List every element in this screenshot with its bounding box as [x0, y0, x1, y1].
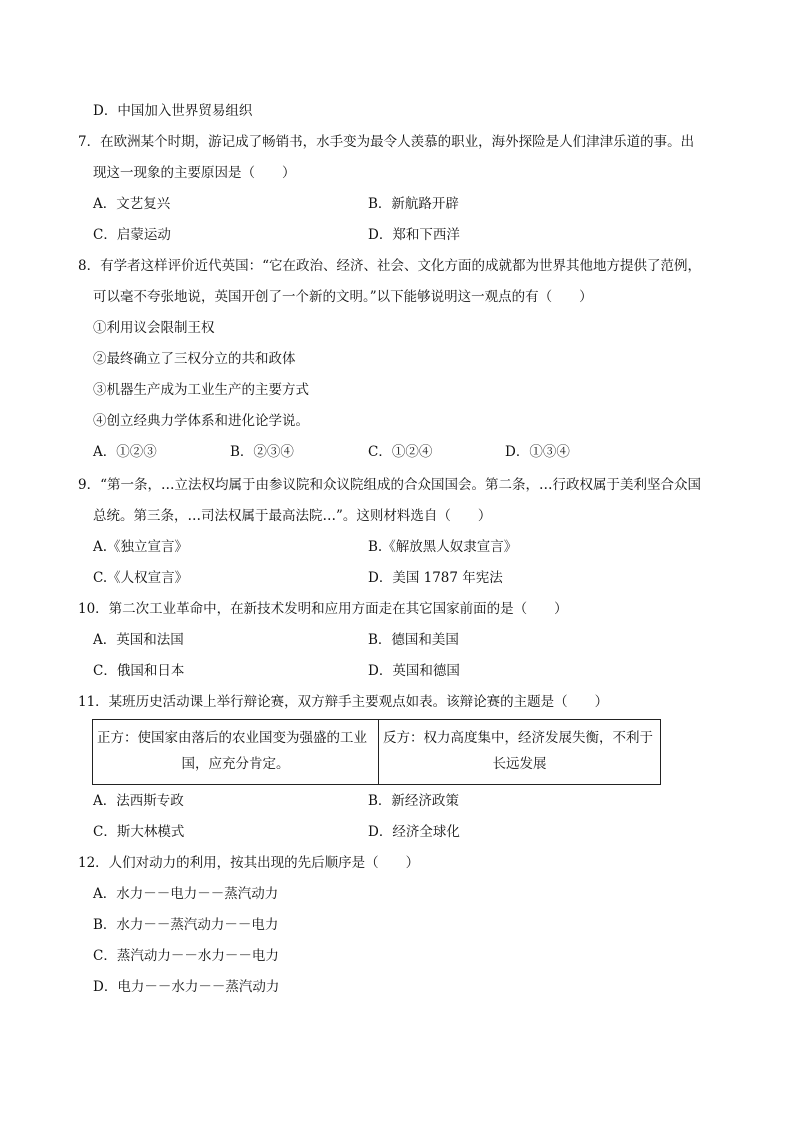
q11-option-c: C．斯大林模式 — [93, 824, 185, 840]
q9-stem-line1: 9．“第一条，…立法权均属于由参议院和众议院组成的合众国国会。第二条，…行政权属于美利坚合众国 — [78, 477, 701, 493]
q12-stem-line1: 12．人们对动力的利用，按其出现的先后顺序是（ ） — [78, 855, 420, 871]
debate-affirmative-cell — [93, 720, 379, 784]
q11-stem-line1: 11．某班历史活动课上举行辩论赛，双方辩手主要观点如表。该辩论赛的主题是（ ） — [78, 694, 609, 710]
q12-option-c: C．蒸汽动力－－水力－－电力 — [93, 948, 279, 964]
q8-stem-line1: 8．有学者这样评价近代英国：“它在政治、经济、社会、文化方面的成就都为世界其他地方提供了范例， — [78, 258, 701, 274]
q10-option-c: C．俄国和日本 — [93, 663, 185, 679]
q8-item-1: ①利用议会限制王权 — [93, 320, 215, 336]
q6-option-d: D．中国加入世界贸易组织 — [93, 103, 253, 119]
q8-item-4: ④创立经典力学体系和进化论学说。 — [93, 413, 309, 429]
q12-option-d: D．电力－－水力－－蒸汽动力 — [93, 979, 280, 995]
q11-option-d: D．经济全球化 — [368, 824, 460, 840]
q10-option-b: B．德国和美国 — [368, 632, 459, 648]
q8-stem-line2: 可以毫不夸张地说，英国开创了一个新的文明。”以下能够说明这一观点的有（ ） — [93, 289, 593, 305]
debate-negative-line1: 反方：权力高度集中，经济发展失衡，不利于 — [383, 730, 653, 746]
q7-option-c: C．启蒙运动 — [93, 227, 171, 243]
q7-option-a: A．文艺复兴 — [93, 196, 171, 212]
q10-option-a: A．英国和法国 — [93, 632, 184, 648]
debate-negative-line2: 长远发展 — [492, 756, 547, 772]
q11-option-b: B．新经济政策 — [368, 793, 459, 809]
debate-affirmative-line1: 正方：使国家由落后的农业国变为强盛的工业 — [97, 730, 367, 746]
q8-option-c: C．①②④ — [368, 444, 433, 460]
q7-stem-line1: 7．在欧洲某个时期，游记成了畅销书，水手变为最令人羡慕的职业，海外探险是人们津津乐道的事。出 — [78, 134, 695, 150]
q9-option-a: A.《独立宣言》 — [93, 539, 189, 555]
q9-option-b: B.《解放黑人奴隶宣言》 — [368, 539, 518, 555]
debate-negative-cell — [379, 720, 660, 784]
q8-option-a: A．①②③ — [93, 444, 157, 460]
debate-affirmative-line2: 国，应充分肯定。 — [181, 756, 290, 772]
q8-option-d: D．①③④ — [505, 444, 570, 460]
q8-item-2: ②最终确立了三权分立的共和政体 — [93, 351, 296, 367]
q11-option-a: A．法西斯专政 — [93, 793, 184, 809]
q8-item-3: ③机器生产成为工业生产的主要方式 — [93, 382, 309, 398]
q10-stem-line1: 10．第二次工业革命中，在新技术发明和应用方面走在其它国家前面的是（ ） — [78, 601, 568, 617]
q10-option-d: D．英国和德国 — [368, 663, 460, 679]
q9-stem-line2: 总统。第三条，…司法权属于最高法院…”。这则材料选自（ ） — [93, 508, 492, 524]
q9-option-d: D．美国 1787 年宪法 — [368, 570, 503, 586]
debate-table — [92, 719, 661, 785]
q9-option-c: C.《人权宣言》 — [93, 570, 189, 586]
q7-option-b: B．新航路开辟 — [368, 196, 459, 212]
q12-option-b: B．水力－－蒸汽动力－－电力 — [93, 917, 279, 933]
q7-option-d: D．郑和下西洋 — [368, 227, 460, 243]
q7-stem-line2: 现这一现象的主要原因是（ ） — [93, 165, 296, 181]
q12-option-a: A．水力－－电力－－蒸汽动力 — [93, 886, 279, 902]
q8-option-b: B．②③④ — [230, 444, 294, 460]
